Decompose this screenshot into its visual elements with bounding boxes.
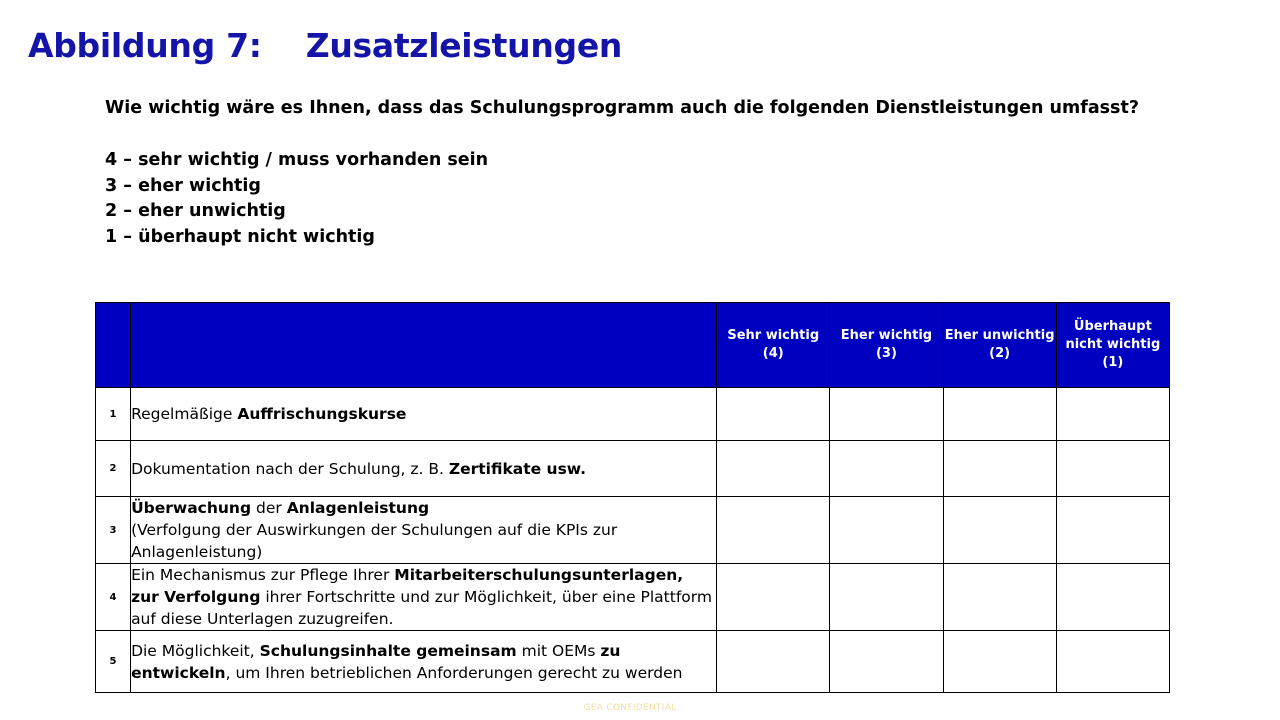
confidentiality-footer: GEA CONFIDENTIAL bbox=[583, 703, 677, 713]
rating-cell-1[interactable] bbox=[1056, 441, 1169, 497]
description-text: Die Möglichkeit, bbox=[131, 641, 260, 660]
header-rating-label: Eher wichtig bbox=[840, 328, 933, 343]
emphasized-text: Zertifikate usw. bbox=[448, 459, 587, 478]
header-number-cell bbox=[96, 303, 131, 388]
rating-cell-1[interactable] bbox=[1056, 388, 1169, 441]
row-number: 4 bbox=[96, 564, 131, 631]
description-text: (Verfolgung der Auswirkungen der Schulungen auf die KPIs zur Anlagenleistung) bbox=[131, 521, 618, 561]
table-row bbox=[96, 497, 1170, 564]
emphasized-text: Mitarbeiterschulungsunterlagen, zur Verfolgung bbox=[131, 566, 684, 606]
rating-cell-2[interactable] bbox=[943, 497, 1056, 564]
description-text: der bbox=[251, 499, 287, 517]
rating-cell-2[interactable] bbox=[943, 441, 1056, 497]
rating-cell-3[interactable] bbox=[830, 631, 943, 693]
description-text: mit OEMs bbox=[516, 641, 601, 660]
rating-cell-3[interactable] bbox=[830, 388, 943, 441]
rating-cell-2[interactable] bbox=[943, 631, 1056, 693]
scale-item-1: 1 – überhaupt nicht wichtig bbox=[105, 226, 375, 247]
service-description bbox=[131, 441, 717, 497]
rating-cell-1[interactable] bbox=[1056, 497, 1169, 564]
rating-scale-legend bbox=[105, 148, 488, 250]
description-text: , um Ihren betrieblichen Anforderungen gerecht zu werden bbox=[225, 663, 683, 682]
header-rating-3 bbox=[830, 303, 943, 388]
rating-cell-4[interactable] bbox=[717, 388, 830, 441]
header-rating-value: (2) bbox=[989, 346, 1011, 361]
scale-item-2: 2 – eher unwichtig bbox=[105, 201, 286, 222]
description-text: ihrer Fortschritte und zur Möglichkeit, über eine Plattform auf diese Unterlagen zuzugreifen. bbox=[131, 588, 712, 628]
emphasized-text: Anlagenleistung bbox=[286, 499, 430, 517]
description-text: Regelmäßige bbox=[131, 405, 238, 423]
emphasized-text: Auffrischungskurse bbox=[237, 405, 407, 423]
rating-cell-3[interactable] bbox=[830, 497, 943, 564]
row-number: 5 bbox=[96, 631, 131, 693]
figure-topic: Zusatzleistungen bbox=[305, 26, 623, 65]
header-rating-label: Eher unwichtig bbox=[944, 328, 1055, 343]
rating-cell-1[interactable] bbox=[1056, 564, 1169, 631]
row-number: 2 bbox=[96, 441, 131, 497]
rating-cell-4[interactable] bbox=[717, 497, 830, 564]
rating-table bbox=[95, 302, 1170, 693]
figure-label: Abbildung 7: bbox=[28, 26, 262, 65]
rating-cell-1[interactable] bbox=[1056, 631, 1169, 693]
header-rating-4 bbox=[717, 303, 830, 388]
service-description bbox=[131, 564, 717, 631]
table-row bbox=[96, 564, 1170, 631]
table-row bbox=[96, 631, 1170, 693]
emphasized-text: Überwachung bbox=[131, 499, 252, 517]
scale-item-4: 4 – sehr wichtig / muss vorhanden sein bbox=[105, 150, 489, 170]
table-row bbox=[96, 388, 1170, 441]
rating-cell-3[interactable] bbox=[830, 441, 943, 497]
row-number: 3 bbox=[96, 497, 131, 564]
table-row bbox=[96, 441, 1170, 497]
table-header-row bbox=[96, 303, 1170, 388]
rating-cell-2[interactable] bbox=[943, 564, 1056, 631]
emphasized-text: zu entwickeln bbox=[131, 641, 621, 682]
row-number: 1 bbox=[96, 388, 131, 441]
rating-cell-3[interactable] bbox=[830, 564, 943, 631]
service-description bbox=[131, 388, 717, 441]
description-text: Ein Mechanismus zur Pflege Ihrer bbox=[131, 566, 395, 584]
header-rating-value: (3) bbox=[875, 346, 897, 361]
header-rating-label: Sehr wichtig bbox=[727, 328, 820, 343]
header-rating-1 bbox=[1056, 303, 1169, 388]
header-rating-value: (4) bbox=[762, 346, 784, 361]
description-text: Dokumentation nach der Schulung, z. B. bbox=[131, 459, 449, 478]
rating-cell-2[interactable] bbox=[943, 388, 1056, 441]
header-rating-2 bbox=[943, 303, 1056, 388]
survey-question: Wie wichtig wäre es Ihnen, dass das Schulungsprogramm auch die folgenden Dienstleistungen umfasst? bbox=[105, 98, 1139, 118]
service-description bbox=[131, 497, 717, 564]
rating-cell-4[interactable] bbox=[717, 631, 830, 693]
page-title bbox=[28, 26, 622, 65]
header-service-cell bbox=[131, 303, 717, 388]
header-rating-value: (1) bbox=[1102, 355, 1124, 370]
scale-item-3: 3 – eher wichtig bbox=[105, 175, 261, 196]
rating-cell-4[interactable] bbox=[717, 441, 830, 497]
header-rating-label: Überhaupt nicht wichtig bbox=[1065, 319, 1161, 352]
service-description bbox=[131, 631, 717, 693]
emphasized-text: Schulungsinhalte gemeinsam bbox=[259, 641, 517, 660]
rating-cell-4[interactable] bbox=[717, 564, 830, 631]
